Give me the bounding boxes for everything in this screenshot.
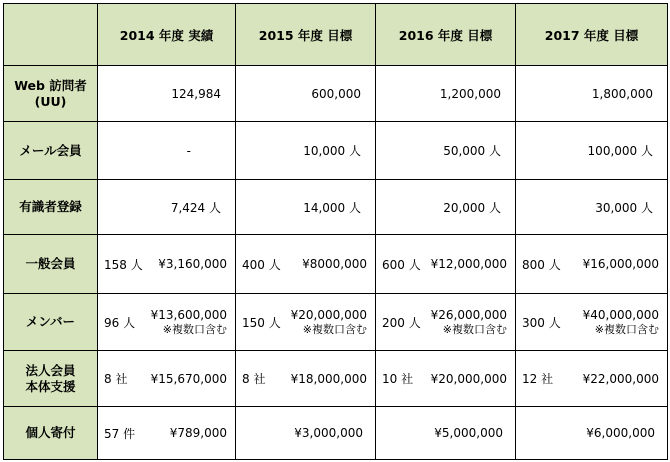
web-2017: 1,800,000: [516, 66, 668, 122]
row-label-web-visitors: [4, 66, 98, 122]
donation-count: 57 件: [104, 426, 136, 441]
general-2014: [98, 235, 236, 294]
mail-2017: 100,000 人: [516, 122, 668, 180]
general-amount: ¥3,160,000: [158, 257, 227, 271]
expert-2016: 20,000 人: [376, 180, 516, 235]
corporate-count: 8 社: [104, 372, 128, 386]
member-amount-stack: [151, 308, 227, 337]
general-amount: ¥16,000,000: [582, 257, 659, 271]
member-amount-stack: [583, 308, 659, 337]
member-count: 300 人: [522, 315, 561, 330]
row-members: [4, 294, 668, 351]
corporate-2014: [98, 351, 236, 407]
corporate-count: 12 社: [522, 372, 554, 386]
expert-2015: 14,000 人: [236, 180, 376, 235]
row-general-members: [4, 235, 668, 294]
general-2015: [236, 235, 376, 294]
expert-2014: 7,424 人: [98, 180, 236, 235]
member-count: 150 人: [242, 315, 281, 330]
row-label-line: (UU): [34, 93, 67, 109]
member-amount-stack: [431, 308, 507, 337]
member-note: ※複数口含む: [302, 322, 367, 336]
row-label-individual-donations: 個人寄付: [4, 407, 98, 460]
member-amount: ¥40,000,000: [582, 307, 659, 322]
row-label-general-members: 一般会員: [4, 235, 98, 294]
member-2014: [98, 294, 236, 351]
donation-2017: ¥6,000,000: [516, 407, 668, 460]
member-note: ※複数口含む: [442, 322, 507, 336]
corporate-2017: [516, 351, 668, 407]
web-2016: 1,200,000: [376, 66, 516, 122]
donation-amount: ¥789,000: [169, 426, 227, 440]
expert-2017: 30,000 人: [516, 180, 668, 235]
member-note: ※複数口含む: [594, 322, 659, 336]
row-label-members: メンバー: [4, 294, 98, 351]
corporate-count: 8 社: [242, 372, 266, 386]
row-label-mail-members: メール会員: [4, 122, 98, 180]
row-expert-registration: [4, 180, 668, 235]
row-label-line: 本体支援: [25, 378, 76, 394]
mail-2016: 50,000 人: [376, 122, 516, 180]
corporate-amount: ¥15,670,000: [150, 371, 227, 386]
member-2016: [376, 294, 516, 351]
row-label-line: 法人会員: [25, 362, 76, 378]
general-amount: ¥8000,000: [302, 257, 367, 271]
targets-table: [3, 3, 668, 460]
member-count: 200 人: [382, 315, 421, 330]
row-mail-members: [4, 122, 668, 180]
general-count: 158 人: [104, 257, 143, 272]
member-2017: [516, 294, 668, 351]
donation-2014: [98, 407, 236, 460]
row-corporate-members: [4, 351, 668, 407]
donation-2015: ¥3,000,000: [236, 407, 376, 460]
member-count: 96 人: [104, 315, 136, 330]
header-2017: 2017 年度 目標: [516, 4, 668, 66]
row-web-visitors: [4, 66, 668, 122]
row-individual-donations: [4, 407, 668, 460]
web-2015: 600,000: [236, 66, 376, 122]
general-count: 600 人: [382, 257, 421, 272]
row-label-line: Web 訪問者: [14, 77, 87, 93]
header-corner-cell: [4, 4, 98, 66]
row-label-expert-registration: 有識者登録: [4, 180, 98, 235]
header-2014: 2014 年度 実績: [98, 4, 236, 66]
mail-2015: 10,000 人: [236, 122, 376, 180]
corporate-amount: ¥20,000,000: [430, 371, 507, 386]
general-2016: [376, 235, 516, 294]
header-2015: 2015 年度 目標: [236, 4, 376, 66]
corporate-2015: [236, 351, 376, 407]
member-amount-stack: [291, 308, 367, 337]
mail-2014: -: [98, 122, 236, 180]
general-count: 400 人: [242, 257, 281, 272]
member-amount: ¥13,600,000: [150, 307, 227, 322]
member-note: ※複数口含む: [162, 322, 227, 336]
general-count: 800 人: [522, 257, 561, 272]
corporate-amount: ¥18,000,000: [290, 371, 367, 386]
member-amount: ¥20,000,000: [290, 307, 367, 322]
general-2017: [516, 235, 668, 294]
member-amount: ¥26,000,000: [430, 307, 507, 322]
member-2015: [236, 294, 376, 351]
donation-2016: ¥5,000,000: [376, 407, 516, 460]
corporate-count: 10 社: [382, 372, 414, 386]
corporate-2016: [376, 351, 516, 407]
web-2014: 124,984: [98, 66, 236, 122]
header-2016: 2016 年度 目標: [376, 4, 516, 66]
corporate-amount: ¥22,000,000: [582, 371, 659, 386]
row-label-corporate-members: [4, 351, 98, 407]
general-amount: ¥12,000,000: [430, 257, 507, 271]
header-row: [4, 4, 668, 66]
